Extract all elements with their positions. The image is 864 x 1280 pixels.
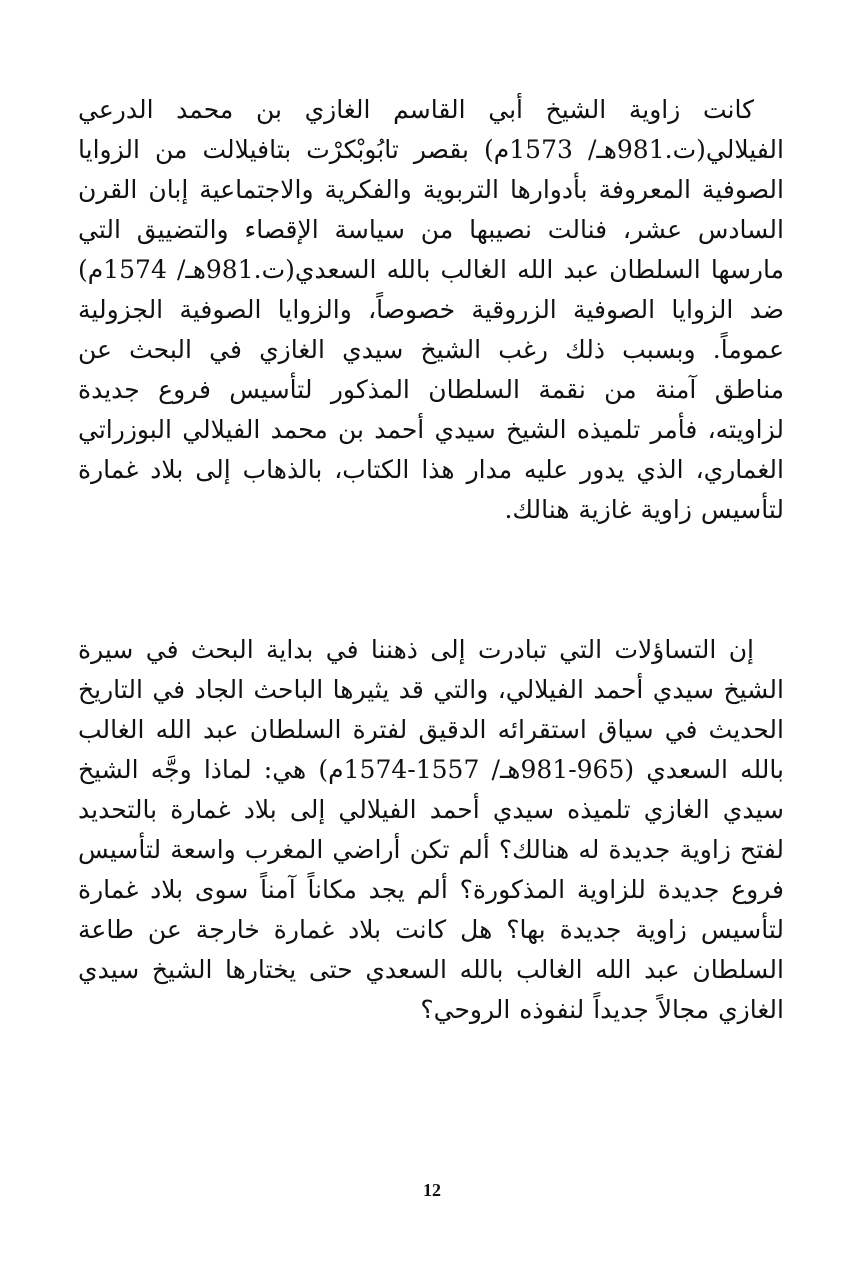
paragraph-1-block xyxy=(78,90,784,530)
paragraph: إن التساؤلات التي تبادرت إلى ذهننا في بداية البحث في سيرة الشيخ سيدي أحمد الفيلالي، والتي قد يثيرها الباحث الجاد في التاريخ الحديث في سياق استقرائه الدقيق لفترة السلطان عبد الله الغالب بالله السعدي (965-981هـ/ 1557-1574م) هي: لماذا وجَّه الشيخ سيدي الغازي تلميذه سيدي أحمد الفيلالي إلى بلاد غمارة بالتحديد لفتح زاوية جديدة له هنالك؟ ألم تكن أراضي المغرب واسعة لتأسيس فروع جديدة للزاوية المذكورة؟ ألم يجد مكاناً آمناً سوى بلاد غمارة لتأسيس زاوية جديدة بها؟ هل كانت بلاد غمارة خارجة عن طاعة السلطان عبد الله الغالب بالله السعدي حتى يختارها الشيخ سيدي الغازي مجالاً جديداً لنفوذه الروحي؟ xyxy=(78,635,784,1024)
paragraph-2-block xyxy=(78,630,784,1030)
page-number: 12 xyxy=(423,1180,441,1200)
paragraph: كانت زاوية الشيخ أبي القاسم الغازي بن محمد الدرعي الفيلالي(ت.981هـ/ 1573م) بقصر تابُوبْكرْت بتافيلالت من الزوايا الصوفية المعروفة بأدوارها التربوية والفكرية والاجتماعية إبان القرن السادس عشر، فنالت نصيبها من سياسة الإقصاء والتضييق التي مارسها السلطان عبد الله الغالب بالله السعدي(ت.981هـ/ 1574م) ضد الزوايا الصوفية الزروقية خصوصاً، والزوايا الصوفية الجزولية عموماً. وبسبب ذلك رغب الشيخ سيدي الغازي في البحث عن مناطق آمنة من نقمة السلطان المذكور لتأسيس فروع جديدة لزاويته، فأمر تلميذه الشيخ سيدي أحمد بن محمد الفيلالي البوزراتي الغماري، الذي يدور عليه مدار هذا الكتاب، بالذهاب إلى بلاد غمارة لتأسيس زاوية غازية هنالك. xyxy=(78,95,784,524)
